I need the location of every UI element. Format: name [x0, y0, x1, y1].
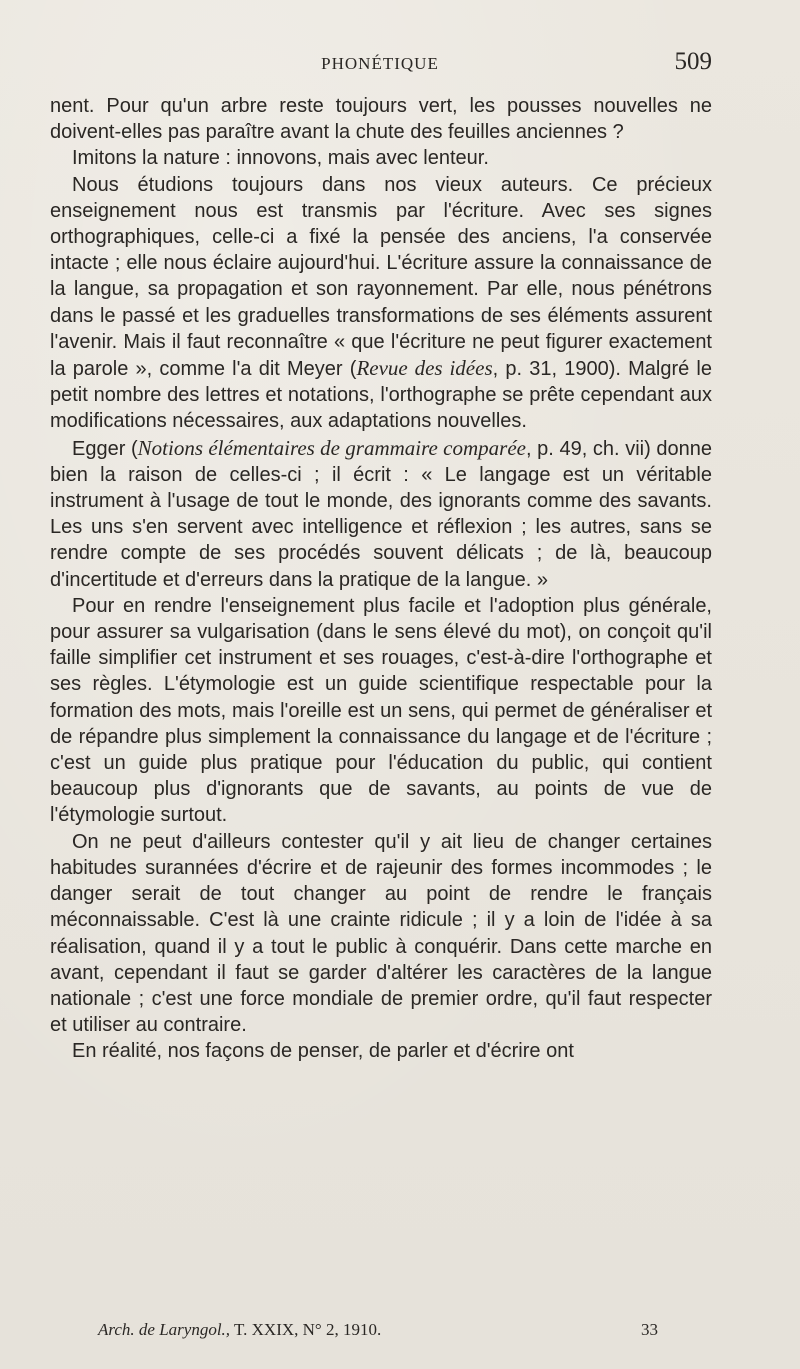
text-run: En réalité, nos façons de penser, de parler et d'écrire ont: [72, 1040, 574, 1063]
paragraph: [50, 593, 712, 829]
paragraph: [50, 93, 712, 145]
paragraph: [50, 1038, 712, 1064]
text-run: nent. Pour qu'un arbre reste toujours vert, les pousses nouvelles ne doivent-elles pas paraître avant la chute des feuilles anciennes ?: [50, 95, 712, 144]
paragraph: [50, 172, 712, 435]
paragraph: [50, 145, 712, 171]
footer-signature: 33: [641, 1320, 658, 1339]
paragraph: [50, 829, 712, 1039]
paragraph: [50, 435, 712, 593]
text-run: , p. 49, ch. vii) donne bien la raison de celles-ci ; il écrit : « Le langage est un véritable instrument à l'usage de tout le monde, des ignorants comme des savants. Les uns s'en servent avec intelligence et réflexion ; les autres, sans se rendre compte de ses procédés souvent délicats ; de là, beaucoup d'incertitude et d'erreurs dans la pratique de la langue. »: [50, 437, 712, 591]
italic-text: Notions élémentaires de grammaire comparée: [137, 435, 526, 460]
text-run: Egger (: [72, 437, 138, 460]
page-number: 509: [674, 48, 712, 75]
footer-volume: T. XXIX, N° 2, 1910.: [234, 1320, 382, 1339]
body-text: [50, 93, 712, 1065]
text-run: Pour en rendre l'enseignement plus facile et l'adoption plus générale, pour assurer sa vulgarisation (dans le sens élevé du mot), on conçoit qu'il faille simplifier cet instrument et ses rouages, c'est-à-dire l'orthographe et ses règles. L'étymologie est un guide scientifique respectable pour la formation des mots, mais l'oreille est un sens, qui permet de généraliser et de répandre plus simplement la connaissance du langage et de l'écriture ; c'est un guide plus pratique pour l'éducation du public, qui contient beaucoup plus d'ignorants que de savants, au points de vue de l'étymologie surtout.: [50, 594, 712, 827]
text-run: Nous étudions toujours dans nos vieux auteurs. Ce précieux enseignement nous est transmis par l'écriture. Avec ses signes orthographiques, celle-ci a fixé la pensée des anciens, l'a conservée intacte ; elle nous éclaire aujourd'hui. L'écriture assure la connaissance de la langue, sa propagation et son rayonnement. Par elle, nous pénétrons dans le passé et les graduelles transformations de ses éléments assurent l'avenir. Mais il faut reconnaître « que l'écriture ne peut figurer exactement la parole », comme l'a dit Meyer (: [50, 173, 712, 381]
running-title: PHONÉTIQUE: [321, 54, 439, 73]
italic-text: Revue des idées: [356, 356, 493, 381]
footer: [98, 1320, 658, 1340]
running-head: [50, 48, 710, 82]
text-run: , p. 31, 1900). Malgré le petit nombre des lettres et notations, l'orthographe se prête cependant aux modifications nécessaires, aux adaptations nouvelles.: [50, 358, 712, 433]
text-run: On ne peut d'ailleurs contester qu'il y ait lieu de changer certaines habitudes surannées d'écrire et de rajeunir des formes incommodes ; le danger serait de tout changer au point de rendre le français méconnaissable. C'est là une crainte ridicule ; il y a loin de l'idée à sa réalisation, quand il y a tout le public à conquérir. Dans cette marche en avant, cependant il faut se garder d'altérer les caractères de la langue nationale ; c'est une force mondiale de premier ordre, qu'il faut respecter et utiliser au contraire.: [50, 830, 712, 1037]
footer-journal: Arch. de Laryngol.,: [98, 1320, 231, 1339]
text-run: Imitons la nature : innovons, mais avec lenteur.: [72, 147, 489, 170]
